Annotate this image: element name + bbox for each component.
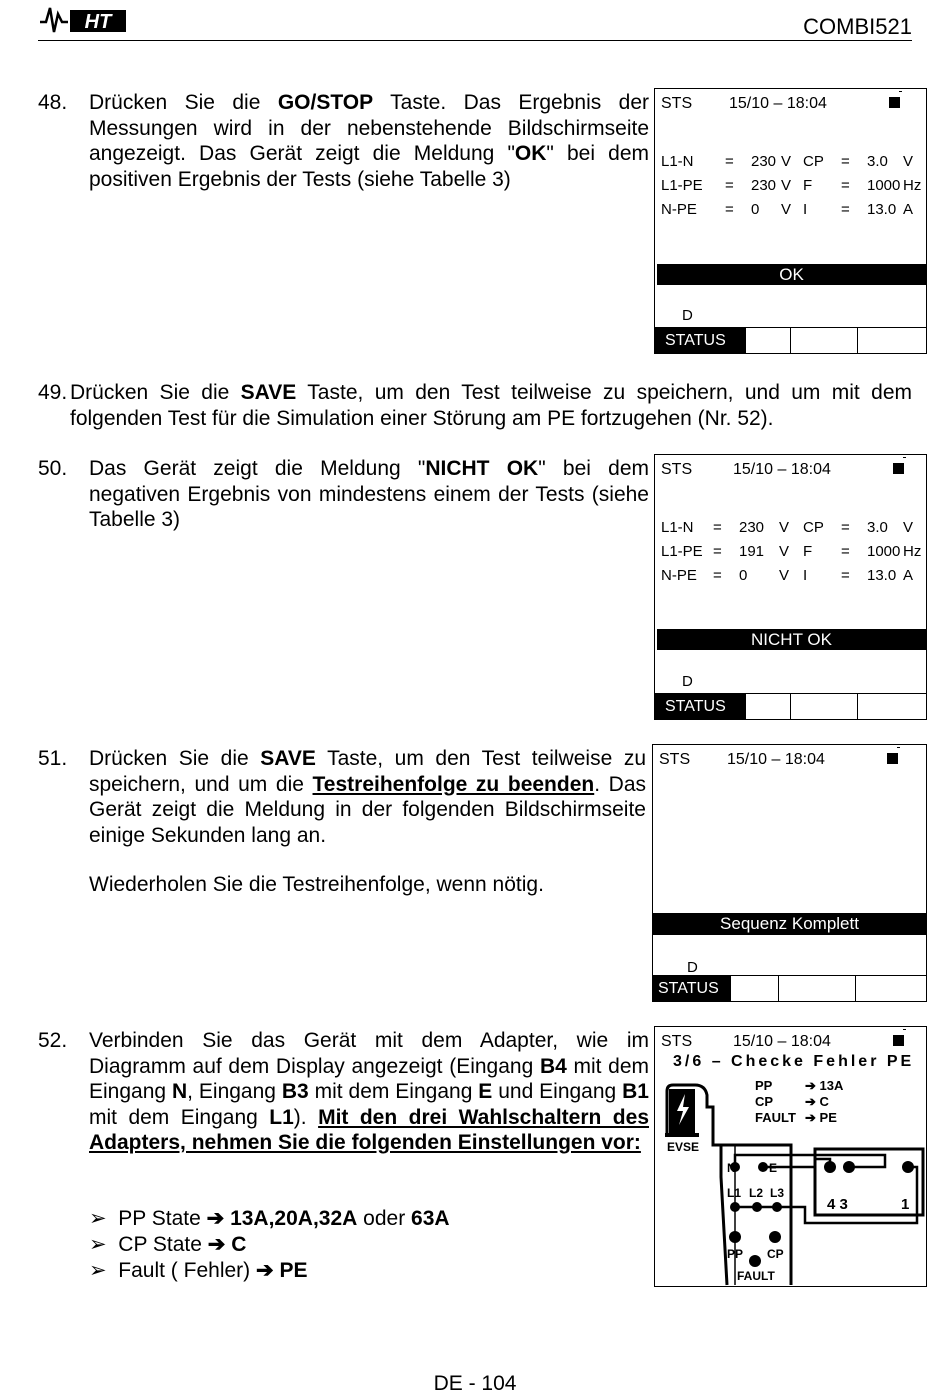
measurement-cell: CP [803,153,824,170]
label-cp: CP [767,1247,784,1261]
step-50-text: Das Gerät zeigt die Meldung "NICHT OK" bei dem negativen Ergebnis von mindestens einem der Tests (siehe Tabelle 3) [89,457,649,531]
step-50-number: 50. [38,457,68,480]
measurement-cell: V [779,519,790,536]
settings-block: PP ➔ 13A CP ➔ C FAULT ➔ PE [755,1078,844,1125]
result-bar: Sequenz Komplett [653,913,926,935]
datetime: 15/10 – 18:04 [733,461,831,478]
d-label: D [682,307,693,324]
measurement-cell: = [713,543,722,560]
logo-text: HT [84,11,112,33]
measurement-cell: L1-N [661,519,694,536]
status-row [655,693,926,719]
label-l1: L1 [727,1186,742,1200]
battery-icon [889,97,900,108]
d-label: D [682,673,693,690]
measurement-cell: = [841,201,850,218]
arrow-right-icon: ➔ [206,1207,225,1230]
list-item: ➢ PP State ➔ 13A,20A,32A oder 63A [89,1207,450,1230]
measurement-cell: = [841,519,850,536]
softkey-3[interactable] [779,976,856,1001]
measurement-cell: = [841,543,850,560]
page-number: DE - 104 [433,1372,517,1395]
list-item: ➢ CP State ➔ C [89,1233,247,1256]
measurement-cell: = [713,519,722,536]
measurement-cell: 230 [751,153,777,170]
label-b1: 1 [901,1196,910,1213]
step-51-number: 51. [38,747,68,770]
label-n: N [727,1161,736,1175]
measurement-cell: L1-PE [661,543,703,560]
datetime: 15/10 – 18:04 [727,751,825,768]
step-51-text: Drücken Sie die SAVE Taste, um den Test teilweise zu speichern, und um die Testreihenfolge zu beenden. Das Gerät zeigt die Meldung in der folgenden Bildschirmseite einige Sekunden lang an. [89,747,646,847]
sts-label: STS [659,751,691,768]
evse-label: EVSE [667,1140,700,1154]
label-l3: L3 [770,1186,785,1200]
measurement-cell: = [713,567,722,584]
label-l2: L2 [749,1186,764,1200]
softkey-3[interactable] [791,694,858,719]
label-e: E [769,1161,778,1175]
arrow-right-icon: ➔ [805,1110,816,1125]
measurement-cell: 0 [739,567,748,584]
status-softkey[interactable]: STATUS [655,694,746,719]
measurement-cell: V [781,177,792,194]
measurement-cell: F [803,177,813,194]
measurement-cell: 3.0 [867,153,888,170]
measurement-cell: V [781,153,792,170]
datetime: 15/10 – 18:04 [729,95,827,112]
measurement-cell: I [803,567,808,584]
measurement-cell: 13.0 [867,201,897,218]
measurement-cell: V [779,543,790,560]
settings-list [89,1206,450,1284]
lcd-screen-sequence-complete [652,744,927,1002]
measurement-cell: V [781,201,792,218]
measurement-cell: Hz [903,543,922,560]
measurement-cell: = [725,177,734,194]
bullet-arrow-icon: ➢ [89,1207,107,1230]
bullet-arrow-icon: ➢ [89,1233,107,1256]
step-51-repeat-text: Wiederholen Sie die Testreihenfolge, wenn nötig. [89,873,544,896]
status-softkey[interactable]: STATUS [653,976,731,1001]
step-48-number: 48. [38,91,68,114]
measurement-cell: 1000 [867,543,901,560]
measurement-cell: N-PE [661,567,697,584]
label-b43: 4 3 [827,1196,848,1213]
measurement-cell: V [903,519,914,536]
arrow-right-icon: ➔ [207,1233,226,1256]
lcd-screen-nicht-ok [654,454,927,720]
measurement-cell: CP [803,519,824,536]
model-name: COMBI521 [803,14,912,39]
measurement-cell: 230 [739,519,765,536]
sts-label: STS [661,95,693,112]
measurement-cell: = [725,153,734,170]
battery-icon [887,753,898,764]
softkey-2[interactable] [746,694,791,719]
arrow-right-icon: ➔ [255,1259,274,1282]
evse-icon [665,1085,725,1145]
step-49-text: Drücken Sie die SAVE Taste, um den Test teilweise zu speichern, und um mit dem folgenden Test für die Simulation einer Störung am PE fortzugehen (Nr. 52). [70,381,912,430]
step-52-text: Verbinden Sie das Gerät mit dem Adapter, wie im Diagramm auf dem Display angezeigt (Eingang B4 mit dem Eingang N, Eingang B3 mit dem Eingang E und Eingang B1 mit dem Eingang L1). Mit den drei Wahlschaltern des Adapters, nehmen Sie die folgenden Einstellungen vor: [89,1029,649,1154]
measurement-cell: N-PE [661,201,697,218]
softkey-4[interactable] [856,976,926,1001]
softkey-4[interactable] [858,328,926,353]
status-softkey[interactable]: STATUS [655,328,746,353]
softkey-4[interactable] [858,694,926,719]
bullet-arrow-icon: ➢ [89,1259,107,1282]
measurement-cell: V [779,567,790,584]
measurement-cell: = [841,153,850,170]
softkey-2[interactable] [746,328,791,353]
step-48-text: Drücken Sie die GO/STOP Taste. Das Ergebnis der Messungen wird in der nebenstehende Bildschirmseite angezeigt. Das Gerät zeigt die Meldung "OK" bei dem positiven Ergebnis der Tests (siehe Tabelle 3) [89,91,649,191]
header-rule [38,40,912,41]
result-bar: NICHT OK [657,629,926,650]
measurement-cell: 1000 [867,177,901,194]
step-49-number: 49. [38,381,68,404]
lcd-screen-ok [654,88,927,354]
label-pp: PP [727,1247,744,1261]
measurement-cell: A [903,201,914,218]
measurement-cell: L1-PE [661,177,703,194]
measurement-cell: L1-N [661,153,694,170]
measurement-cell: A [903,567,914,584]
arrow-right-icon: ➔ [805,1094,816,1109]
softkey-3[interactable] [791,328,858,353]
screen-title: 3/6 – Checke Fehler PE [673,1053,915,1070]
measurement-cell: = [725,201,734,218]
measurement-cell: = [841,567,850,584]
measurement-cell: V [903,153,914,170]
list-item: ➢ Fault ( Fehler) ➔ PE [89,1259,308,1282]
arrow-right-icon: ➔ [805,1078,816,1093]
d-label: D [687,959,698,976]
battery-icon [893,463,904,474]
measurement-cell: I [803,201,808,218]
adapter-diagram [655,1027,926,1286]
ht-logo [38,2,130,36]
measurement-cell: 3.0 [867,519,888,536]
measurement-cell: F [803,543,813,560]
label-fault: FAULT [737,1269,775,1283]
measurement-cell: 0 [751,201,760,218]
sts-label: STS [661,1033,693,1050]
softkey-2[interactable] [731,976,779,1001]
measurement-cell: 13.0 [867,567,897,584]
status-row [655,327,926,353]
result-bar: OK [657,264,926,285]
measurement-cell: Hz [903,177,922,194]
measurement-cell: = [841,177,850,194]
datetime: 15/10 – 18:04 [733,1033,831,1050]
step-52-number: 52. [38,1029,68,1052]
sts-label: STS [661,461,693,478]
lcd-screen-check-fault-pe [654,1026,927,1287]
status-row [653,975,926,1001]
measurement-cell: 191 [739,543,765,560]
measurement-cell: 230 [751,177,777,194]
